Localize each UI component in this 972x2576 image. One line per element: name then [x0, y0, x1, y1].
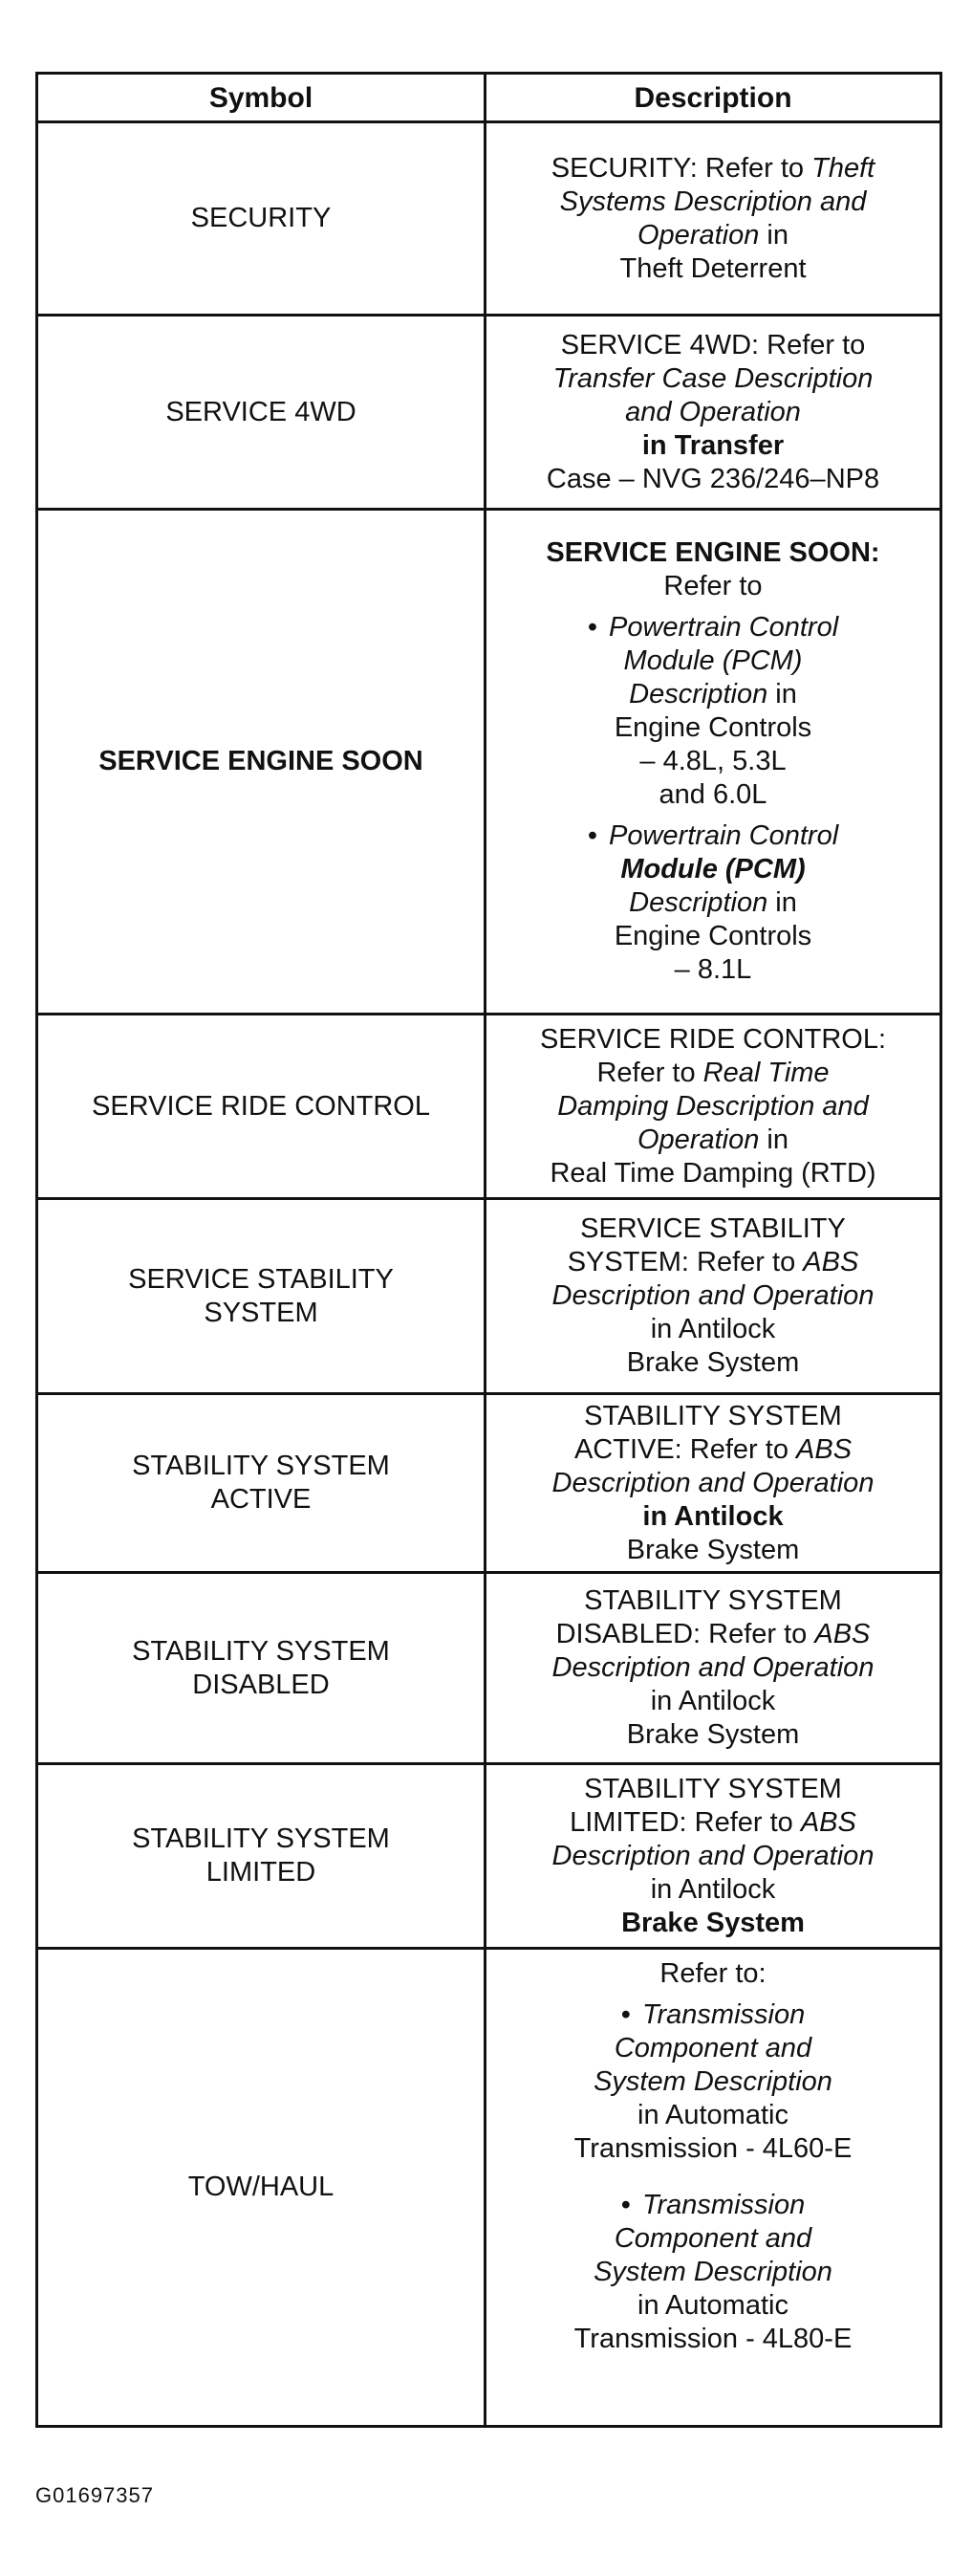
table-row [37, 316, 941, 510]
desc-text: SECURITY: Refer to [551, 152, 812, 184]
symbol-text: ACTIVE [210, 1484, 312, 1515]
description-stability-system-active [486, 1394, 941, 1573]
header-description: Description [486, 74, 941, 122]
desc-text: Description [629, 679, 768, 709]
symbol-stability-system-disabled [37, 1573, 486, 1764]
desc-text: Brake System [626, 1534, 800, 1565]
desc-text: Operation [637, 1124, 760, 1155]
desc-text: Damping Description and [557, 1090, 869, 1122]
desc-text: System Description [594, 2066, 832, 2097]
desc-text: Description and Operation [551, 1280, 875, 1311]
desc-text: SYSTEM: Refer to [567, 1247, 804, 1277]
table-row [37, 510, 941, 1015]
description-stability-system-limited [486, 1764, 941, 1949]
table-row [37, 1764, 941, 1949]
desc-text: Transfer Case Description [552, 362, 874, 394]
desc-text: Systems Description and [559, 186, 867, 217]
description-service-4wd [486, 316, 941, 510]
desc-text: in Antilock [650, 1873, 776, 1905]
list-item [486, 819, 940, 987]
desc-text: in Automatic [637, 2100, 788, 2130]
desc-text: Description and Operation [551, 1652, 875, 1683]
table-row [37, 1573, 941, 1764]
desc-text: in [767, 679, 797, 709]
symbol-stability-system-active [37, 1394, 486, 1573]
description-stability-system-disabled [486, 1573, 941, 1764]
desc-text: SERVICE RIDE CONTROL: [539, 1023, 887, 1055]
symbol-description-table [35, 72, 942, 2428]
desc-text: System Description [594, 2257, 832, 2287]
desc-text: SERVICE ENGINE SOON: [546, 537, 880, 568]
figure-id: G01697357 [35, 2483, 154, 2507]
desc-text: Refer to: [659, 1958, 767, 1989]
desc-text: Real Time Damping (RTD) [550, 1157, 876, 1189]
desc-text: STABILITY SYSTEM [584, 1773, 842, 1804]
desc-text: Module (PCM) [623, 645, 803, 676]
desc-text: in Automatic [637, 2290, 788, 2321]
symbol-service-stability-system [37, 1199, 486, 1394]
desc-text: Component and [614, 2223, 812, 2254]
description-tow-haul [486, 1949, 941, 2427]
symbol-text: DISABLED [192, 1669, 330, 1700]
symbol-service-engine-soon: SERVICE ENGINE SOON [37, 510, 486, 1015]
desc-text: in Antilock [650, 1686, 776, 1716]
symbol-stability-system-limited [37, 1764, 486, 1949]
desc-text: Brake System [626, 1347, 800, 1378]
desc-text: ABS [796, 1433, 853, 1465]
description-service-ride-control [486, 1015, 941, 1199]
desc-text: Engine Controls [614, 712, 812, 743]
symbol-service-4wd: SERVICE 4WD [37, 316, 486, 510]
symbol-service-ride-control: SERVICE RIDE CONTROL [37, 1015, 486, 1199]
table-row [37, 1015, 941, 1199]
description-service-engine-soon [486, 510, 941, 1015]
table-row [37, 1199, 941, 1394]
desc-text: Case – NVG 236/246–NP8 [546, 463, 880, 494]
desc-text: SERVICE 4WD: Refer to [560, 329, 866, 360]
description-service-stability-system [486, 1199, 941, 1394]
table-header-row [37, 74, 941, 122]
table-row [37, 1394, 941, 1573]
desc-text: in Antilock [642, 1500, 784, 1532]
desc-text: Theft [811, 152, 875, 184]
table-row [37, 1949, 941, 2427]
bullet-icon: • [620, 2190, 631, 2220]
symbol-text: LIMITED [205, 1857, 316, 1888]
header-symbol: Symbol [37, 74, 486, 122]
list-item [486, 1998, 940, 2166]
desc-text: – 8.1L [674, 954, 752, 985]
desc-text: and 6.0L [659, 779, 767, 810]
desc-text: Refer to [596, 1057, 703, 1088]
desc-text: Engine Controls [614, 921, 812, 951]
desc-text: in [759, 219, 788, 251]
symbol-tow-haul: TOW/HAUL [37, 1949, 486, 2427]
desc-text: in Transfer [641, 429, 785, 461]
desc-text: STABILITY SYSTEM [584, 1585, 842, 1616]
desc-text: in [767, 887, 797, 918]
desc-text: ABS [800, 1806, 856, 1838]
symbol-text: STABILITY SYSTEM [132, 1823, 390, 1854]
desc-text: Transmission [641, 1999, 806, 2030]
desc-text: ACTIVE: Refer to [573, 1433, 797, 1465]
desc-text: ABS [814, 1619, 871, 1649]
desc-text: Powertrain Control [609, 820, 839, 851]
list-item [486, 2189, 940, 2356]
desc-text: Brake System [621, 1907, 805, 1938]
desc-text: Brake System [626, 1719, 800, 1750]
description-security [486, 122, 941, 316]
desc-text: Transmission - 4L60-E [573, 2133, 853, 2164]
desc-text: Description [629, 887, 768, 918]
desc-text: STABILITY SYSTEM [584, 1400, 842, 1431]
desc-text: Real Time [702, 1057, 830, 1088]
desc-text: Description and Operation [551, 1467, 875, 1498]
symbol-security: SECURITY [37, 122, 486, 316]
desc-text: Refer to [663, 571, 763, 601]
desc-text: and Operation [625, 396, 801, 427]
bullet-icon: • [620, 1999, 631, 2030]
desc-text: SERVICE STABILITY [580, 1213, 846, 1244]
bullet-icon: • [587, 820, 597, 851]
desc-text: Component and [614, 2033, 812, 2063]
desc-text: – 4.8L, 5.3L [639, 746, 787, 776]
desc-text: Theft Deterrent [619, 252, 807, 284]
bullet-icon: • [587, 612, 597, 643]
desc-text: ABS [803, 1247, 859, 1277]
desc-text: Description and Operation [551, 1840, 875, 1871]
desc-text: Operation [637, 219, 760, 251]
desc-text: Powertrain Control [609, 612, 839, 643]
desc-text: in Antilock [650, 1314, 776, 1344]
symbol-text: STABILITY SYSTEM [132, 1451, 390, 1481]
symbol-text: STABILITY SYSTEM [132, 1635, 390, 1667]
desc-text: LIMITED: Refer to [570, 1806, 801, 1838]
desc-text: Transmission - 4L80-E [573, 2324, 853, 2354]
desc-text: DISABLED: Refer to [555, 1619, 815, 1649]
table-row [37, 122, 941, 316]
desc-text: Module (PCM) [620, 854, 806, 884]
desc-text: in [759, 1124, 788, 1155]
desc-text: Transmission [641, 2190, 806, 2220]
symbol-text: SYSTEM [204, 1297, 318, 1328]
list-item [486, 611, 940, 812]
symbol-text: SERVICE STABILITY [128, 1263, 394, 1295]
